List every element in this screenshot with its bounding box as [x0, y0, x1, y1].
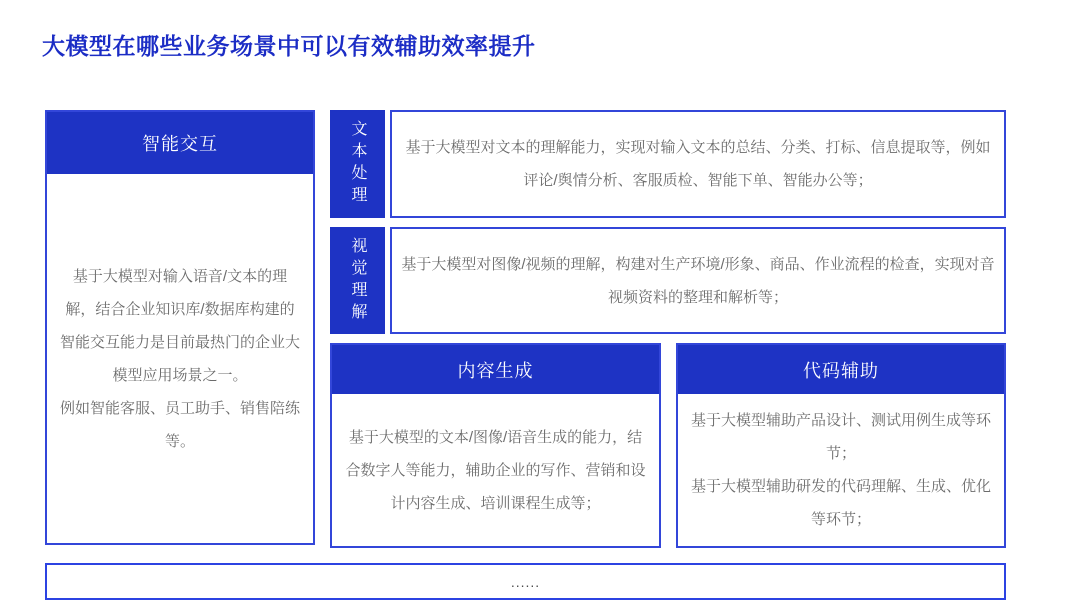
panel-intelligent-interaction-title: 智能交互 — [47, 112, 313, 174]
card-code-assist-text-1: 基于大模型辅助产品设计、测试用例生成等环节； — [690, 412, 991, 462]
card-code-assist-title: 代码辅助 — [678, 345, 1004, 394]
card-code-assist — [676, 343, 1006, 548]
card-content-generation — [330, 343, 661, 548]
card-content-generation-body — [332, 394, 659, 546]
row-box-visual-understanding — [390, 227, 1006, 334]
footer-more-box — [45, 563, 1006, 600]
panel-body-text-2: 例如智能客服、员工助手、销售陪练等。 — [60, 399, 301, 450]
card-content-generation-text: 基于大模型的文本/图像/语音生成的能力，结合数字人等能力，辅助企业的写作、营销和设计内容生成、培训课程生成等； — [345, 428, 646, 512]
row-text-text-processing: 基于大模型对文本的理解能力，实现对输入文本的总结、分类、打标、信息提取等，例如评论/舆情分析、客服质检、智能下单、智能办公等； — [405, 139, 991, 189]
row-text-visual-understanding: 基于大模型对图像/视频的理解，构建对生产环境/形象、商品、作业流程的检查，实现对音视频资料的整理和解析等； — [401, 255, 995, 306]
row-label-text-processing: 文本处理 — [330, 110, 385, 218]
panel-intelligent-interaction — [45, 110, 315, 545]
panel-body-text-1: 基于大模型对输入语音/文本的理解，结合企业知识库/数据库构建的智能交互能力是目前最热门的企业大模型应用场景之一。 — [60, 267, 301, 384]
card-content-generation-title: 内容生成 — [332, 345, 659, 394]
card-code-assist-body — [678, 394, 1004, 546]
footer-ellipsis-text: ...... — [510, 573, 541, 590]
row-box-text-processing — [390, 110, 1006, 218]
panel-intelligent-interaction-body — [47, 174, 313, 543]
page-title: 大模型在哪些业务场景中可以有效辅助效率提升 — [42, 33, 536, 59]
card-code-assist-text-2: 基于大模型辅助研发的代码理解、生成、优化等环节； — [690, 478, 991, 528]
row-label-visual-understanding: 视觉理解 — [330, 227, 385, 334]
